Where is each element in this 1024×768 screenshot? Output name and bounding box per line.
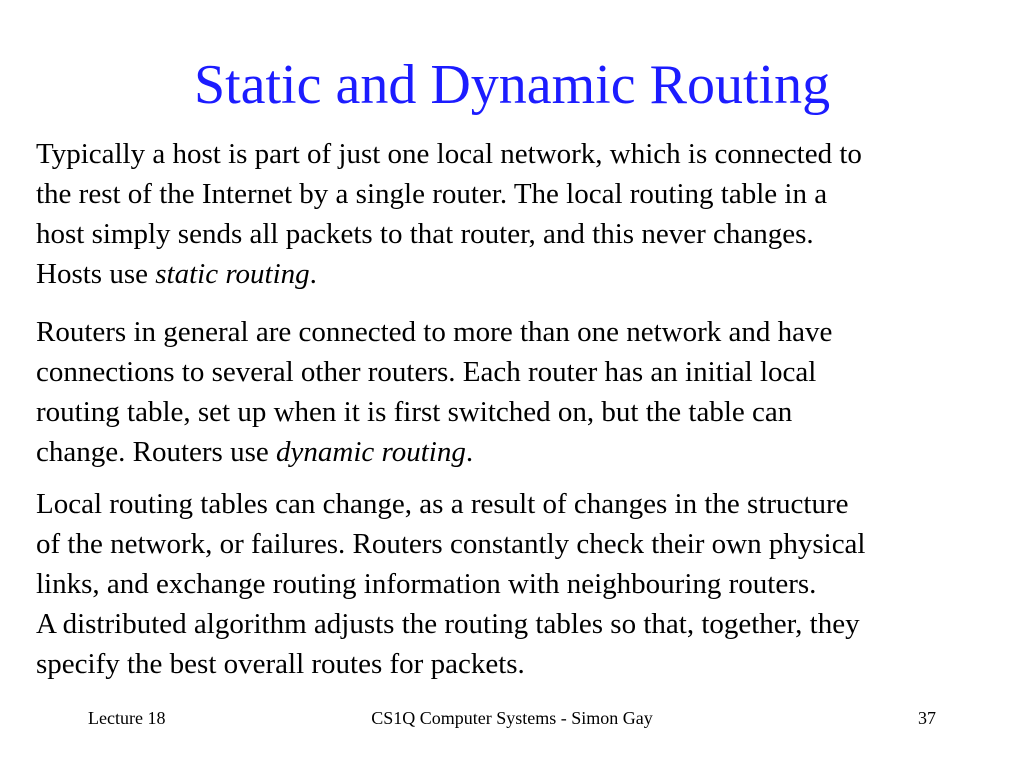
paragraph-routing-tables [36,484,1016,684]
emphasis-static-routing: static routing [155,258,310,290]
footer-lecture-label: Lecture 18 [88,708,166,728]
paragraph-line: the rest of the Internet by a single router. The local routing table in a [36,178,828,210]
slide-title: Static and Dynamic Routing [193,54,831,116]
paragraph-line-final [36,432,1016,472]
paragraph-line: specify the best overall routes for packets. [36,648,525,680]
text-run: . [309,258,317,290]
text-run: . [465,436,474,468]
paragraph-line: Typically a host is part of just one local network, which is connected to [36,138,862,170]
paragraph-line: host simply sends all packets to that router, and this never changes. [36,218,814,250]
paragraph-static-routing [36,134,1016,294]
emphasis-dynamic-routing: dynamic routing [276,436,466,468]
paragraph-dynamic-routing [36,312,1016,472]
footer-course-title: CS1Q Computer Systems - Simon Gay [371,708,653,728]
paragraph-line: connections to several other routers. Each router has an initial local [36,356,817,388]
footer-page-number: 37 [918,708,936,728]
paragraph-line-final [36,254,1016,294]
paragraph-line: Routers in general are connected to more than one network and have [36,316,833,348]
paragraph-line: Local routing tables can change, as a result of changes in the structure [36,488,849,520]
paragraph-line: A distributed algorithm adjusts the routing tables so that, together, they [36,608,860,640]
text-run: change. Routers use [36,436,276,468]
text-run: Hosts use [36,258,156,290]
paragraph-line: routing table, set up when it is first switched on, but the table can [36,396,793,428]
paragraph-line: links, and exchange routing information with neighbouring routers. [36,568,817,600]
paragraph-line: of the network, or failures. Routers constantly check their own physical [36,528,866,560]
